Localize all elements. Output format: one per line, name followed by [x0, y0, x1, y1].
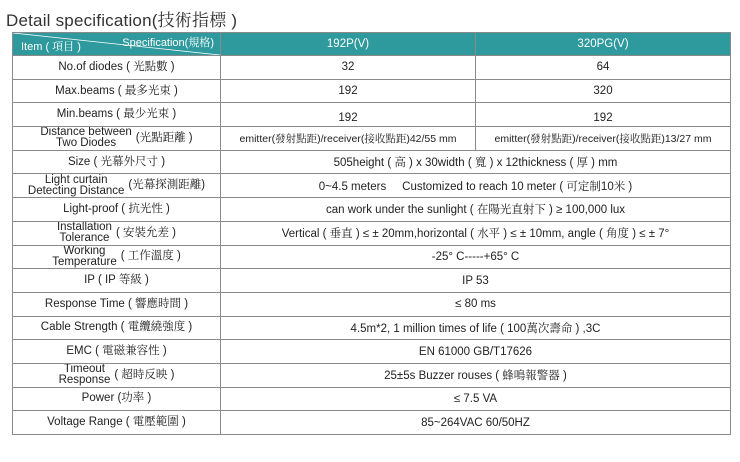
- table-row: [13, 150, 731, 174]
- specification-header-label: Specification(規格): [122, 37, 214, 49]
- cell-value: 4.5m*2, 1 million times of life ( 100萬次壽命 ) ,3C: [221, 316, 731, 340]
- row-label: Power (功率 ): [13, 387, 221, 411]
- label-chinese: (光幕探測距離): [128, 179, 206, 192]
- cell-value: emitter(發射點距)/receiver(接收點距)13/27 mm: [476, 127, 731, 151]
- row-label: Cable Strength ( 電纜繞強度 ): [13, 316, 221, 340]
- cell-value: ≤ 80 ms: [221, 292, 731, 316]
- table-row: [13, 103, 731, 127]
- row-label: Max.beams ( 最多光束 ): [13, 79, 221, 103]
- label-chinese: (光點距離 ): [135, 131, 193, 144]
- cell-value: 85~264VAC 60/50HZ: [221, 411, 731, 435]
- cell-value: emitter(發射點距)/receiver(接收點距)42/55 mm: [221, 127, 476, 151]
- label-line: Working: [63, 245, 106, 257]
- label-english: [57, 222, 112, 244]
- label-line: Light curtain: [44, 173, 108, 186]
- table-row: [13, 269, 731, 293]
- row-label: [13, 127, 221, 151]
- column-header-192p: 192P(V): [221, 33, 476, 56]
- cell-value: 32: [221, 56, 476, 80]
- cell-value: can work under the sunlight ( 在陽光直射下 ) ≥ 100,000 lux: [221, 198, 731, 222]
- table-row: [13, 198, 731, 222]
- table-header-row: [13, 33, 731, 56]
- row-label: Voltage Range ( 電壓範圍 ): [13, 411, 221, 435]
- label-line: Installation: [56, 221, 112, 234]
- table-row: [13, 56, 731, 80]
- table-row: [13, 174, 731, 198]
- cell-value: -25° C-----+65° C: [221, 245, 731, 269]
- cell-text: 192: [593, 111, 613, 124]
- table-row: [13, 127, 731, 151]
- label-line: Two Diodes: [56, 137, 117, 150]
- label-chinese: ( 工作溫度 ): [120, 250, 181, 263]
- specification-table: [12, 32, 731, 435]
- row-label: [13, 221, 221, 245]
- row-label: IP ( IP 等級 ): [13, 269, 221, 293]
- row-label: Light-proof ( 抗光性 ): [13, 198, 221, 222]
- cell-value: EN 61000 GB/T17626: [221, 340, 731, 364]
- cell-value: 0~4.5 meters Customized to reach 10 meter ( 可定制10米 ): [221, 174, 731, 198]
- label-line: Distance between: [40, 126, 132, 139]
- cell-value: 25±5s Buzzer rouses ( 蜂鳴報警器 ): [221, 363, 731, 387]
- cell-text: 192: [338, 111, 358, 124]
- page-title: Detail specification(技術指標 ): [6, 11, 238, 30]
- table-row: [13, 387, 731, 411]
- item-header-label: Item ( 項目 ): [21, 41, 81, 53]
- cell-value: Vertical ( 垂直 ) ≤ ± 20mm,horizontal ( 水平 ) ≤ ± 10mm, angle ( 角度 ) ≤ ± 7°: [221, 221, 731, 245]
- label-line: Timeout: [63, 363, 106, 376]
- cell-value: 192: [221, 79, 476, 103]
- table-row: [13, 316, 731, 340]
- label-english: [52, 246, 117, 268]
- column-header-320pg: 320PG(V): [476, 33, 731, 56]
- row-label: [13, 363, 221, 387]
- row-label: EMC ( 電磁兼容性 ): [13, 340, 221, 364]
- cell-value: 320: [476, 79, 731, 103]
- table-row: [13, 221, 731, 245]
- cell-value: [476, 103, 731, 127]
- label-english: [28, 175, 125, 197]
- table-row: [13, 363, 731, 387]
- table-row: [13, 292, 731, 316]
- cell-value: 64: [476, 56, 731, 80]
- label-chinese: ( 超時反映 ): [114, 368, 175, 381]
- table-row: [13, 79, 731, 103]
- table-row: [13, 245, 731, 269]
- row-label: [13, 174, 221, 198]
- header-corner-cell: [13, 33, 221, 56]
- cell-value: 505height ( 高 ) x 30width ( 寬 ) x 12thickness ( 厚 ) mm: [221, 150, 731, 174]
- label-english: [40, 127, 131, 149]
- label-chinese: ( 安裝允差 ): [115, 226, 177, 239]
- row-label: [13, 245, 221, 269]
- label-english: [59, 364, 111, 386]
- cell-value: IP 53: [221, 269, 731, 293]
- table-row: [13, 340, 731, 364]
- label-line: Temperature: [52, 255, 117, 268]
- row-label: No.of diodes ( 光點數 ): [13, 56, 221, 80]
- cell-value: ≤ 7.5 VA: [221, 387, 731, 411]
- row-label: Size ( 光幕外尺寸 ): [13, 150, 221, 174]
- row-label: Response Time ( 響應時間 ): [13, 292, 221, 316]
- cell-value: [221, 103, 476, 127]
- label-line: Detecting Distance: [27, 184, 125, 197]
- label-line: Response: [58, 374, 111, 387]
- row-label: Min.beams ( 最少光束 ): [13, 103, 221, 127]
- label-line: Tolerance: [59, 232, 110, 245]
- table-row: [13, 411, 731, 435]
